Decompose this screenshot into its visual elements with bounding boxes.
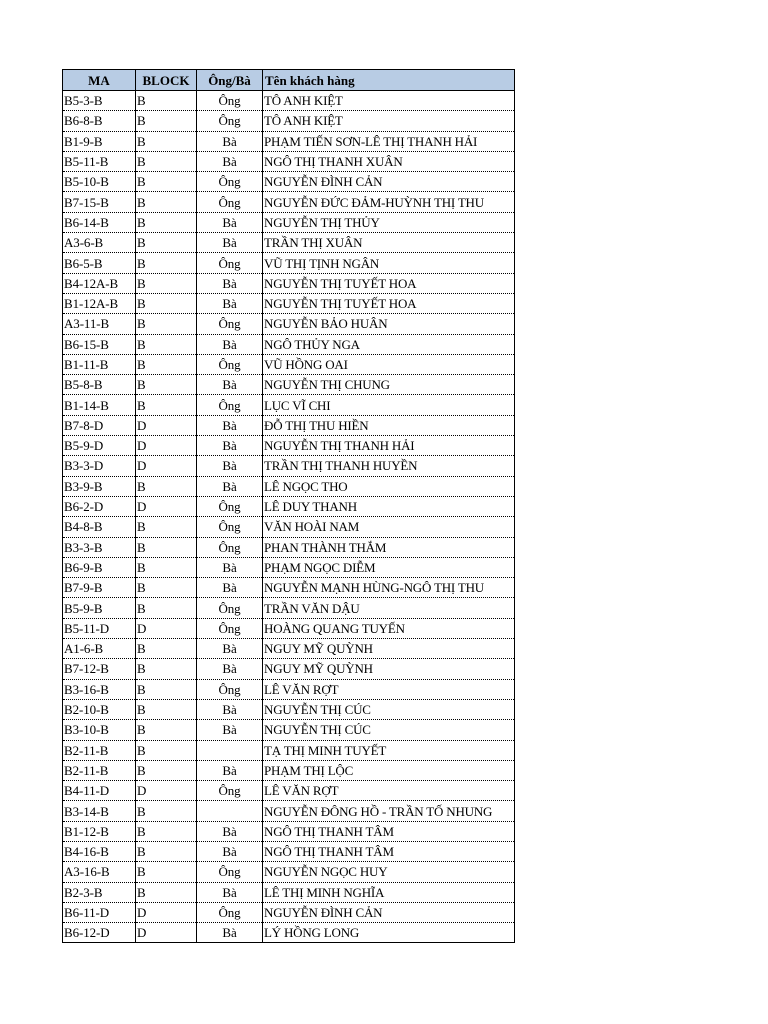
cell-ma: B1-11-B [63,354,136,374]
cell-block: B [136,679,197,699]
cell-customer-name: NGUYỄN THỊ THỦY [263,212,515,232]
cell-title: Bà [197,415,263,435]
cell-block: D [136,415,197,435]
cell-customer-name: VĂN HOÀI NAM [263,517,515,537]
table-row [63,456,515,476]
cell-title: Bà [197,212,263,232]
cell-ma: B5-10-B [63,172,136,192]
cell-customer-name: NGUYỄN THỊ TUYẾT HOA [263,273,515,293]
table-row [63,253,515,273]
cell-customer-name: LÊ VĂN RỢT [263,679,515,699]
cell-title: Ông [197,354,263,374]
cell-title: Bà [197,334,263,354]
table-row [63,151,515,171]
cell-block: B [136,862,197,882]
cell-block: D [136,456,197,476]
table-row [63,639,515,659]
cell-title: Bà [197,151,263,171]
table-body [63,91,515,943]
table-row [63,862,515,882]
cell-block: B [136,821,197,841]
table-row [63,821,515,841]
cell-customer-name: TẠ THỊ MINH TUYẾT [263,740,515,760]
cell-title: Ông [197,192,263,212]
table-row [63,841,515,861]
cell-block: B [136,111,197,131]
cell-block: D [136,436,197,456]
cell-ma: B6-8-B [63,111,136,131]
cell-title: Ông [197,91,263,111]
cell-customer-name: NGUYỄN THỊ CHUNG [263,375,515,395]
table-row [63,293,515,313]
cell-title: Bà [197,578,263,598]
cell-customer-name: TRẦN THỊ THANH HUYỀN [263,456,515,476]
table-row [63,233,515,253]
cell-customer-name: NGUYỄN ĐÌNH CẢN [263,902,515,922]
cell-block: B [136,314,197,334]
cell-ma: B5-9-D [63,436,136,456]
cell-ma: B1-12-B [63,821,136,841]
cell-title: Bà [197,233,263,253]
cell-customer-name: LÝ HỒNG LONG [263,923,515,943]
cell-title: Ông [197,598,263,618]
cell-title: Bà [197,923,263,943]
cell-ma: B7-8-D [63,415,136,435]
cell-ma: B1-14-B [63,395,136,415]
table-row [63,659,515,679]
cell-title: Bà [197,760,263,780]
cell-customer-name: LÊ VĂN RỢT [263,781,515,801]
cell-customer-name: NGÔ THỊ THANH XUÂN [263,151,515,171]
table-row [63,537,515,557]
cell-ma: B5-3-B [63,91,136,111]
cell-customer-name: NGUYỄN ĐÔNG HỒ - TRẦN TỐ NHUNG [263,801,515,821]
cell-customer-name: LÊ NGỌC THO [263,476,515,496]
cell-block: B [136,659,197,679]
cell-customer-name: VŨ HỒNG OAI [263,354,515,374]
cell-title: Bà [197,476,263,496]
cell-block: B [136,212,197,232]
cell-customer-name: TÔ ANH KIỆT [263,91,515,111]
header-block: BLOCK [136,70,197,91]
table-row [63,354,515,374]
cell-block: B [136,537,197,557]
cell-title: Ông [197,111,263,131]
cell-ma: B7-9-B [63,578,136,598]
cell-block: B [136,91,197,111]
cell-title: Bà [197,375,263,395]
cell-title: Bà [197,659,263,679]
table-row [63,496,515,516]
cell-block: B [136,517,197,537]
cell-block: B [136,699,197,719]
cell-customer-name: LÊ DUY THANH [263,496,515,516]
cell-title: Ông [197,314,263,334]
table-row [63,131,515,151]
cell-ma: B4-8-B [63,517,136,537]
cell-ma: B5-11-B [63,151,136,171]
cell-block: B [136,233,197,253]
table-row [63,720,515,740]
cell-ma: B6-12-D [63,923,136,943]
cell-title: Bà [197,841,263,861]
table-row [63,436,515,456]
cell-title [197,740,263,760]
cell-block: D [136,781,197,801]
cell-customer-name: NGUYỄN THỊ CÚC [263,699,515,719]
cell-title: Ông [197,618,263,638]
table-row [63,781,515,801]
cell-title: Ông [197,172,263,192]
cell-ma: B2-11-B [63,760,136,780]
table-row [63,740,515,760]
table-row [63,334,515,354]
cell-customer-name: PHAN THÀNH THẮM [263,537,515,557]
cell-ma: B6-14-B [63,212,136,232]
cell-customer-name: NGUYỄN MẠNH HÙNG-NGÔ THỊ THU [263,578,515,598]
cell-ma: B4-12A-B [63,273,136,293]
cell-title: Bà [197,293,263,313]
table-row [63,415,515,435]
cell-customer-name: VŨ THỊ TỊNH NGÂN [263,253,515,273]
cell-block: B [136,334,197,354]
cell-block: B [136,598,197,618]
cell-customer-name: HOÀNG QUANG TUYẾN [263,618,515,638]
table-row [63,517,515,537]
cell-customer-name: LỤC VĨ CHI [263,395,515,415]
cell-title: Ông [197,517,263,537]
table-row [63,923,515,943]
cell-customer-name: NGUYỄN ĐÌNH CẢN [263,172,515,192]
cell-block: B [136,172,197,192]
cell-customer-name: NGUYỄN NGỌC HUY [263,862,515,882]
table-row [63,679,515,699]
cell-customer-name: NGUYỄN BẢO HUÂN [263,314,515,334]
cell-block: B [136,801,197,821]
cell-block: B [136,354,197,374]
cell-title: Bà [197,273,263,293]
cell-block: B [136,293,197,313]
cell-ma: B6-15-B [63,334,136,354]
cell-customer-name: NGUYỄN ĐỨC ĐẢM-HUỲNH THỊ THU [263,192,515,212]
table-row [63,375,515,395]
table-row [63,699,515,719]
cell-customer-name: PHẠM TIẾN SƠN-LÊ THỊ THANH HẢI [263,131,515,151]
cell-customer-name: LÊ THỊ MINH NGHĨA [263,882,515,902]
cell-ma: B1-12A-B [63,293,136,313]
cell-block: D [136,902,197,922]
cell-block: B [136,192,197,212]
cell-block: B [136,476,197,496]
cell-ma: B3-3-D [63,456,136,476]
cell-title: Bà [197,131,263,151]
cell-customer-name: PHẠM THỊ LỘC [263,760,515,780]
cell-block: B [136,395,197,415]
cell-customer-name: NGUY MỸ QUỲNH [263,659,515,679]
cell-ma: B7-12-B [63,659,136,679]
cell-title: Ông [197,253,263,273]
cell-ma: B5-9-B [63,598,136,618]
cell-ma: A3-16-B [63,862,136,882]
table-row [63,557,515,577]
cell-block: B [136,578,197,598]
cell-customer-name: NGUYỄN THỊ THANH HẢI [263,436,515,456]
cell-title: Bà [197,436,263,456]
cell-title: Ông [197,395,263,415]
table-row [63,395,515,415]
cell-customer-name: ĐỖ THỊ THU HIỀN [263,415,515,435]
cell-title: Bà [197,882,263,902]
cell-title: Ông [197,862,263,882]
cell-ma: B6-11-D [63,902,136,922]
cell-title [197,801,263,821]
cell-ma: B2-10-B [63,699,136,719]
cell-title: Bà [197,699,263,719]
cell-block: B [136,273,197,293]
cell-customer-name: TRẦN THỊ XUÂN [263,233,515,253]
cell-ma: B5-11-D [63,618,136,638]
header-ma: MA [63,70,136,91]
cell-title: Ông [197,537,263,557]
table-row [63,801,515,821]
table-row [63,192,515,212]
cell-customer-name: NGUYỄN THỊ CÚC [263,720,515,740]
cell-customer-name: PHẠM NGỌC DIỄM [263,557,515,577]
cell-block: B [136,375,197,395]
cell-block: B [136,557,197,577]
cell-ma: B1-9-B [63,131,136,151]
table-row [63,760,515,780]
cell-block: B [136,720,197,740]
header-customer-name: Tên khách hàng [263,70,515,91]
cell-title: Bà [197,720,263,740]
cell-title: Ông [197,781,263,801]
cell-title: Ông [197,902,263,922]
cell-block: B [136,882,197,902]
cell-title: Bà [197,821,263,841]
cell-block: B [136,740,197,760]
table-row [63,111,515,131]
cell-block: D [136,496,197,516]
cell-block: B [136,253,197,273]
cell-customer-name: TÔ ANH KIỆT [263,111,515,131]
cell-ma: B2-11-B [63,740,136,760]
cell-ma: B5-8-B [63,375,136,395]
table-row [63,91,515,111]
table-row [63,314,515,334]
table-row [63,578,515,598]
cell-ma: B2-3-B [63,882,136,902]
table-row [63,618,515,638]
table-row [63,598,515,618]
cell-customer-name: NGÔ THỊ THANH TÂM [263,821,515,841]
cell-title: Bà [197,557,263,577]
cell-ma: B3-14-B [63,801,136,821]
cell-customer-name: NGÔ THỊ THANH TÂM [263,841,515,861]
cell-ma: B4-16-B [63,841,136,861]
table-row [63,273,515,293]
cell-ma: B6-2-D [63,496,136,516]
cell-ma: A3-6-B [63,233,136,253]
cell-ma: B3-3-B [63,537,136,557]
cell-title: Bà [197,639,263,659]
cell-block: D [136,618,197,638]
cell-ma: B6-9-B [63,557,136,577]
table-row [63,476,515,496]
table-row [63,902,515,922]
cell-title: Bà [197,456,263,476]
cell-ma: A1-6-B [63,639,136,659]
table-row [63,212,515,232]
customer-table [62,69,515,943]
header-row [63,70,515,91]
cell-block: B [136,131,197,151]
table-row [63,882,515,902]
cell-customer-name: NGUYỄN THỊ TUYẾT HOA [263,293,515,313]
cell-ma: B3-9-B [63,476,136,496]
cell-title: Ông [197,496,263,516]
cell-ma: A3-11-B [63,314,136,334]
cell-block: B [136,151,197,171]
cell-customer-name: TRẦN VĂN DẬU [263,598,515,618]
header-title: Ông/Bà [197,70,263,91]
cell-block: B [136,639,197,659]
cell-customer-name: NGUY MỸ QUỲNH [263,639,515,659]
cell-block: B [136,841,197,861]
cell-ma: B3-16-B [63,679,136,699]
cell-ma: B3-10-B [63,720,136,740]
cell-block: D [136,923,197,943]
cell-customer-name: NGÔ THỦY NGA [263,334,515,354]
cell-ma: B4-11-D [63,781,136,801]
cell-block: B [136,760,197,780]
table-row [63,172,515,192]
cell-ma: B6-5-B [63,253,136,273]
cell-ma: B7-15-B [63,192,136,212]
cell-title: Ông [197,679,263,699]
